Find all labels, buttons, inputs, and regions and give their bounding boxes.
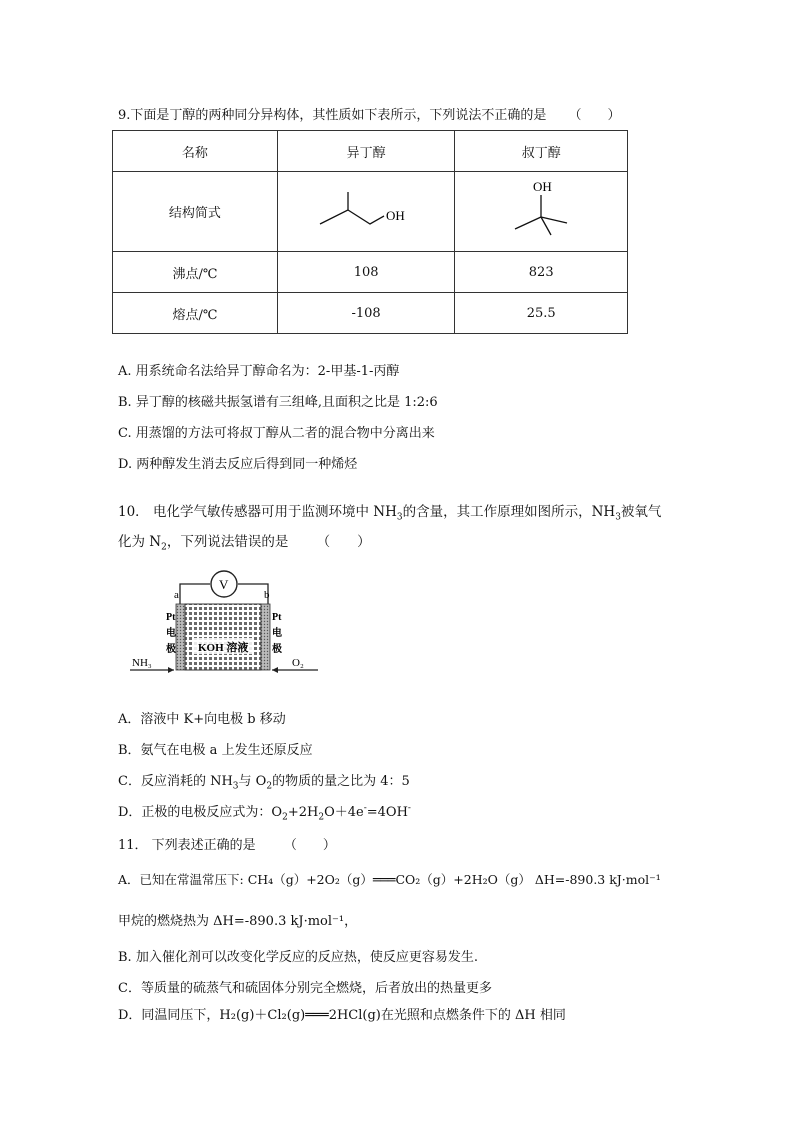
header-tert-butanol: 叔丁醇 xyxy=(455,131,628,172)
q11-option-b: B. 加入催化剂可以改变化学反应的反应热，使反应更容易发生. xyxy=(118,950,478,965)
oh-label: OH xyxy=(386,207,405,223)
q10-option-c: C．反应消耗的 $NH_3$与 $O_2$的物质的量之比为 4：5 xyxy=(118,774,410,792)
q11-stem: 11． 下列表述正确的是 （ ） xyxy=(118,838,336,853)
electrode-b xyxy=(261,604,270,670)
q9-property-table xyxy=(112,130,628,334)
mp-isobutanol: -108 xyxy=(277,293,455,334)
q11-option-d: D．同温同压下，H₂(g)＋Cl₂(g)═══2HCl(g)在光照和点燃条件下的 ΔH 相同 xyxy=(118,1008,566,1023)
svg-text:极: 极 xyxy=(166,644,176,655)
label-boiling-point: 沸点/℃ xyxy=(113,252,278,293)
terminal-a-label: a xyxy=(174,589,179,601)
q11-option-a-line1: A．已知在常温常压下: CH₄（g）+2O₂（g）═══CO₂（g）+2H₂O（g） ΔH=-890.3 kJ·mol⁻¹ xyxy=(118,872,661,887)
q10-stem-line1: 10． 电化学气敏传感器可用于监测环境中 $NH_3$的含量，其工作原理如图所示，$NH_3$被氧气 xyxy=(118,504,662,523)
tert-butanol-structure xyxy=(455,172,628,252)
svg-text:电: 电 xyxy=(166,628,176,639)
mp-tert-butanol: 25.5 xyxy=(455,293,628,334)
label-melting-point: 熔点/℃ xyxy=(113,293,278,334)
q10-option-b: B．氨气在电极 a 上发生还原反应 xyxy=(118,743,313,758)
table-row xyxy=(113,172,628,252)
table-row xyxy=(113,293,628,334)
q10-option-a: A．溶液中 K+向电极 b 移动 xyxy=(118,712,286,727)
table-row xyxy=(113,131,628,172)
q9-option-b: B. 异丁醇的核磁共振氢谱有三组峰,且面积之比是 1:2:6 xyxy=(118,395,438,410)
q9-option-c: C. 用蒸馏的方法可将叔丁醇从二者的混合物中分离出来 xyxy=(118,426,435,441)
q9-option-a: A. 用系统命名法给异丁醇命名为：2-甲基-1-丙醇 xyxy=(118,364,400,379)
q10-option-d: D．正极的电极反应式为：$O_2+2H_2O+4e^-=4OH^-$ xyxy=(118,803,411,823)
tert-butanol-skeletal-formula xyxy=(481,177,601,243)
q11-option-c: C．等质量的硫蒸气和硫固体分别完全燃烧，后者放出的热量更多 xyxy=(118,981,492,996)
q9-option-d: D. 两种醇发生消去反应后得到同一种烯烃 xyxy=(118,457,358,472)
pt-label-right: Pt xyxy=(272,612,282,623)
isobutanol-skeletal-formula xyxy=(306,180,426,240)
bp-isobutanol: 108 xyxy=(277,252,455,293)
q9-stem: 9.下面是丁醇的两种同分异构体，其性质如下表所示，下列说法不正确的是 （ ） xyxy=(118,108,621,123)
electrode-a xyxy=(176,604,185,670)
label-structure: 结构简式 xyxy=(113,172,278,252)
q10-stem-line2: 化为 $N_2$，下列说法错误的是 （ ） xyxy=(118,534,371,553)
header-isobutanol: 异丁醇 xyxy=(277,131,455,172)
terminal-b-label: b xyxy=(264,589,270,601)
voltmeter-label: V xyxy=(219,577,229,592)
o2-inlet-label: O₂ xyxy=(292,657,304,669)
header-name: 名称 xyxy=(113,131,278,172)
svg-text:极: 极 xyxy=(272,644,282,655)
oh-label: OH xyxy=(533,178,552,194)
nh3-inlet-label: NH₃ xyxy=(132,657,152,669)
koh-label: KOH 溶液 xyxy=(198,642,249,654)
svg-text:电: 电 xyxy=(272,628,282,639)
table-row xyxy=(113,252,628,293)
electrochemical-sensor-diagram xyxy=(128,566,328,686)
bp-tert-butanol: 823 xyxy=(455,252,628,293)
koh-solution xyxy=(185,604,261,670)
pt-label-left: Pt xyxy=(166,612,176,623)
q11-option-a-line2: 甲烷的燃烧热为 ΔH=-890.3 kJ·mol⁻¹， xyxy=(118,914,358,929)
isobutanol-structure xyxy=(277,172,455,252)
